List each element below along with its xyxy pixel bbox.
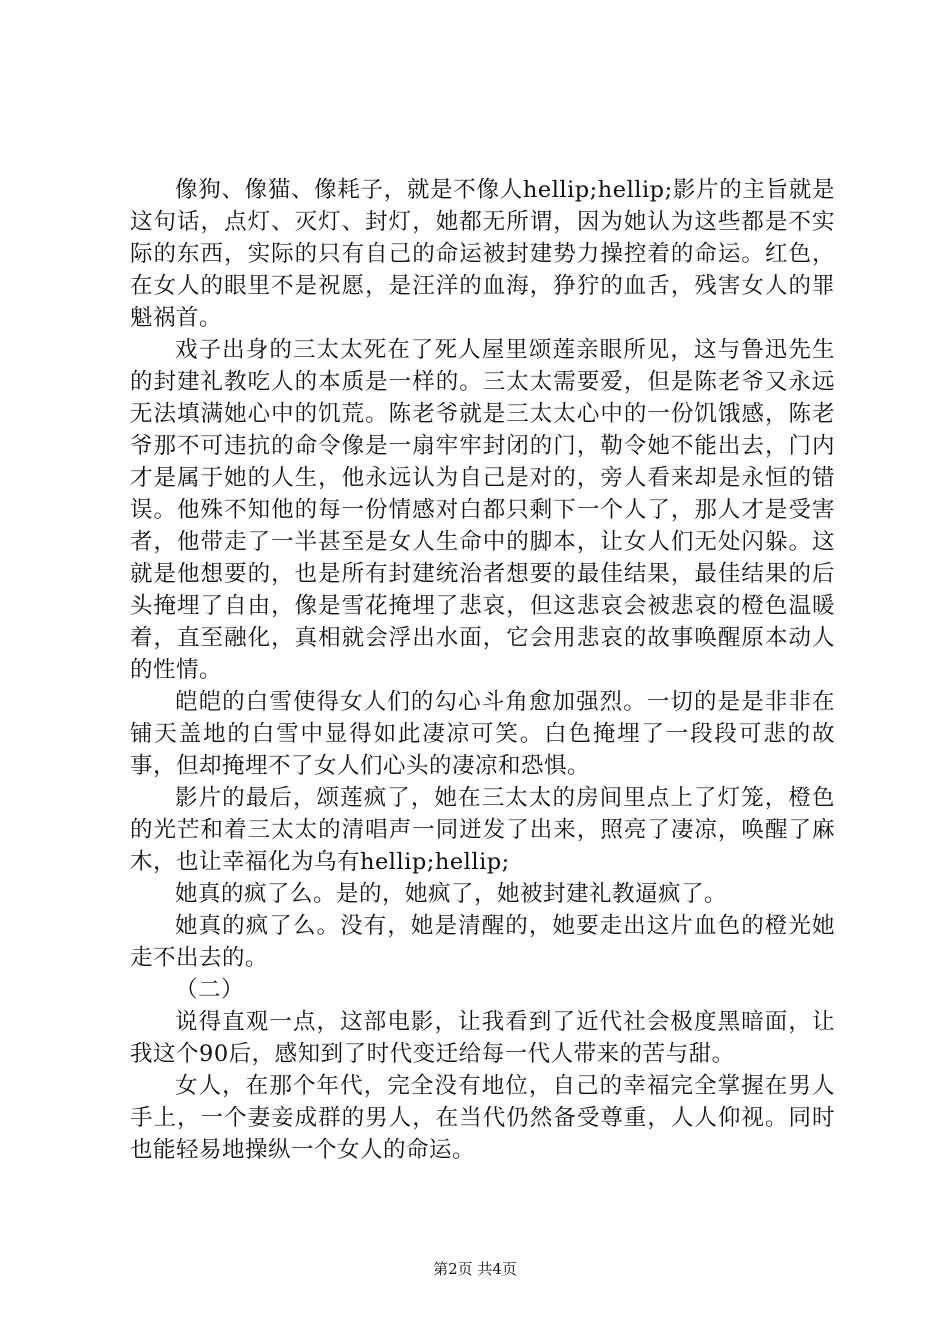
paragraph-1: 像狗、像猫、像耗子，就是不像人hellip;hellip;影片的主旨就是这句话，点灯、灭灯、封灯，她都无所谓，因为她认为这些都是不实际的东西，实际的只有自己的命运被封建势力操控着的命运。红色，在女人的眼里不是祝愿，是汪洋的血海，狰狞的血舌，残害女人的罪魁祸首。: [130, 177, 835, 331]
document-body: [130, 174, 835, 1166]
page-footer: 第2页 共4页: [433, 1260, 517, 1278]
paragraph-2: 戏子出身的三太太死在了死人屋里颂莲亲眼所见，这与鲁迅先生的封建礼教吃人的本质是一样的。三太太需要爱，但是陈老爷又永远无法填满她心中的饥荒。陈老爷就是三太太心中的一份饥饿感，陈老爷那不可违抗的命令像是一扇牢牢封闭的门，勒令她不能出去，门内才是属于她的人生，他永远认为自己是对的，旁人看来却是永恒的错误。他殊不知他的每一份情感对白都只剩下一个人了，那人才是受害者，他带走了一半甚至是女人生命中的脚本，让女人们无处闪躲。这就是他想要的，也是所有封建统治者想要的最佳结果，最佳结果的后头掩埋了自由，像是雪花掩埋了悲哀，但这悲哀会被悲哀的橙色温暖着，直至融化，真相就会浮出水面，它会用悲哀的故事唤醒原本动人的性情。: [130, 337, 835, 683]
section-heading: （二）: [175, 977, 245, 1003]
paragraph-3: 皑皑的白雪使得女人们的勾心斗角愈加强烈。一切的是是非非在铺天盖地的白雪中显得如此凄凉可笑。白色掩埋了一段段可悲的故事，但却掩埋不了女人们心头的凄凉和恐惧。: [130, 689, 835, 779]
paragraph-7: 说得直观一点，这部电影，让我看到了近代社会极度黑暗面，让我这个90后，感知到了时代变迁给每一代人带来的苦与甜。: [130, 1009, 835, 1067]
paragraph-4: 影片的最后，颂莲疯了，她在三太太的房间里点上了灯笼，橙色的光芒和着三太太的清唱声一同迸发了出来，照亮了凄凉，唤醒了麻木，也让幸福化为乌有hellip;hellip;: [130, 785, 835, 875]
paragraph-6: 她真的疯了么。没有，她是清醒的，她要走出这片血色的橙光她走不出去的。: [130, 913, 835, 971]
paragraph-5: 她真的疯了么。是的，她疯了，她被封建礼教逼疯了。: [175, 881, 728, 907]
paragraph-8: 女人，在那个年代，完全没有地位，自己的幸福完全掌握在男人手上，一个妻妾成群的男人，在当代仍然备受尊重，人人仰视。同时也能轻易地操纵一个女人的命运。: [130, 1073, 835, 1163]
